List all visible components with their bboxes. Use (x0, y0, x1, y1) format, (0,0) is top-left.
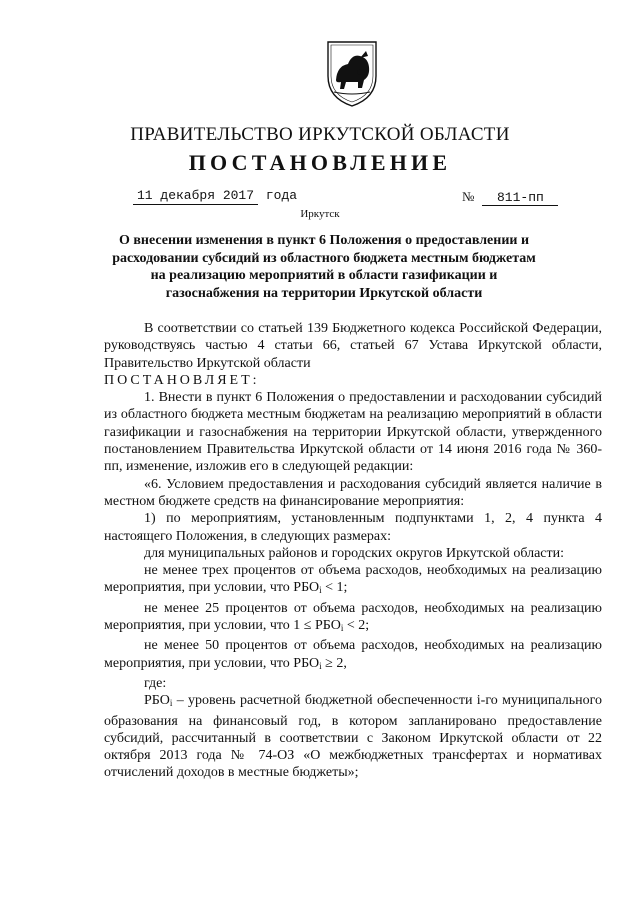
paragraph-subclause-1: 1) по мероприятиям, установленным подпунктами 1, 2, 4 пункта 4 настоящего Положения, в следующих размерах: (104, 511, 602, 544)
paragraph-clause-6: «6. Условием предоставления и расходования субсидий является наличие в местном бюджете средств на финансирование мероприятия: (104, 476, 602, 509)
condition-2-text: не менее 25 процентов от объема расходов, необходимых на реализацию мероприятия, при условии, что 1 ≤ РБО (104, 600, 602, 634)
paragraph-condition-2 (104, 600, 602, 638)
condition-3-tail: ≥ 2, (321, 655, 347, 671)
paragraph-preamble: В соответствии со статьей 139 Бюджетного кодекса Российской Федерации, руководствуясь частью 4 статьи 66, статьей 67 Устава Иркутской области, Правительство Иркутской области (104, 321, 602, 371)
document-number (462, 188, 558, 206)
city-name: Иркутск (300, 208, 340, 220)
paragraph-municipal: для муниципальных районов и городских округов Иркутской области: (144, 545, 565, 561)
date-value: 11 декабря 2017 (133, 188, 258, 205)
definition-term: РБО (144, 693, 170, 709)
document-body (104, 320, 602, 782)
coat-of-arms-emblem (322, 36, 382, 108)
subscript-i: i (169, 698, 173, 709)
document-date (133, 188, 297, 205)
date-suffix: года (265, 188, 298, 203)
paragraph-resolves: ПОСТАНОВЛЯЕТ: (104, 372, 260, 388)
subscript-i: i (319, 585, 322, 596)
paragraph-condition-1 (104, 562, 602, 600)
paragraph-condition-3 (104, 637, 602, 675)
government-name: ПРАВИТЕЛЬСТВО ИРКУТСКОЙ ОБЛАСТИ (130, 124, 510, 145)
condition-3-text: не менее 50 процентов от объема расходов, необходимых на реализацию мероприятия, при условии, что РБО (104, 638, 602, 671)
paragraph-clause-1: 1. Внести в пункт 6 Положения о предоставлении и расходовании субсидий из областного бюджета местным бюджетам на реализацию мероприятий в области газификации и газоснабжения на территории Иркутской области, утвержденного постановлением Правительства Иркутской области от 14 июня 2016 года № 360-пп, изменение, изложив его в следующей редакции: (104, 390, 602, 475)
condition-1-text: не менее трех процентов от объема расходов, необходимых на реализацию мероприятия, при условии, что РБО (104, 563, 602, 596)
document-heading: О внесении изменения в пункт 6 Положения о предоставлении и расходовании субсидий из областного бюджета местным бюджетам на реализацию мероприятий в области газификации и газоснабжения на территории Иркутской области (112, 233, 536, 301)
number-sign: № (462, 189, 475, 204)
condition-2-tail: < 2; (343, 618, 370, 634)
number-value: 811-пп (482, 190, 558, 206)
paragraph-where: где: (144, 675, 167, 691)
subscript-i: i (319, 660, 322, 671)
definition-text: – уровень расчетной бюджетной обеспеченности i-го муниципального образования на финансовый год, в котором запланировано предоставление субсидий, рассчитанный в соответствии с Законом Иркутской области от 22 октября 2013 года № 74-ОЗ «О межбюджетных трансфертах и нормативах отчислений доходов в местные бюджеты»; (104, 693, 602, 781)
paragraph-definition (104, 692, 602, 781)
document-type-title: ПОСТАНОВЛЕНИЕ (188, 150, 452, 175)
condition-1-tail: < 1; (321, 580, 348, 596)
subscript-i: i (340, 623, 344, 634)
